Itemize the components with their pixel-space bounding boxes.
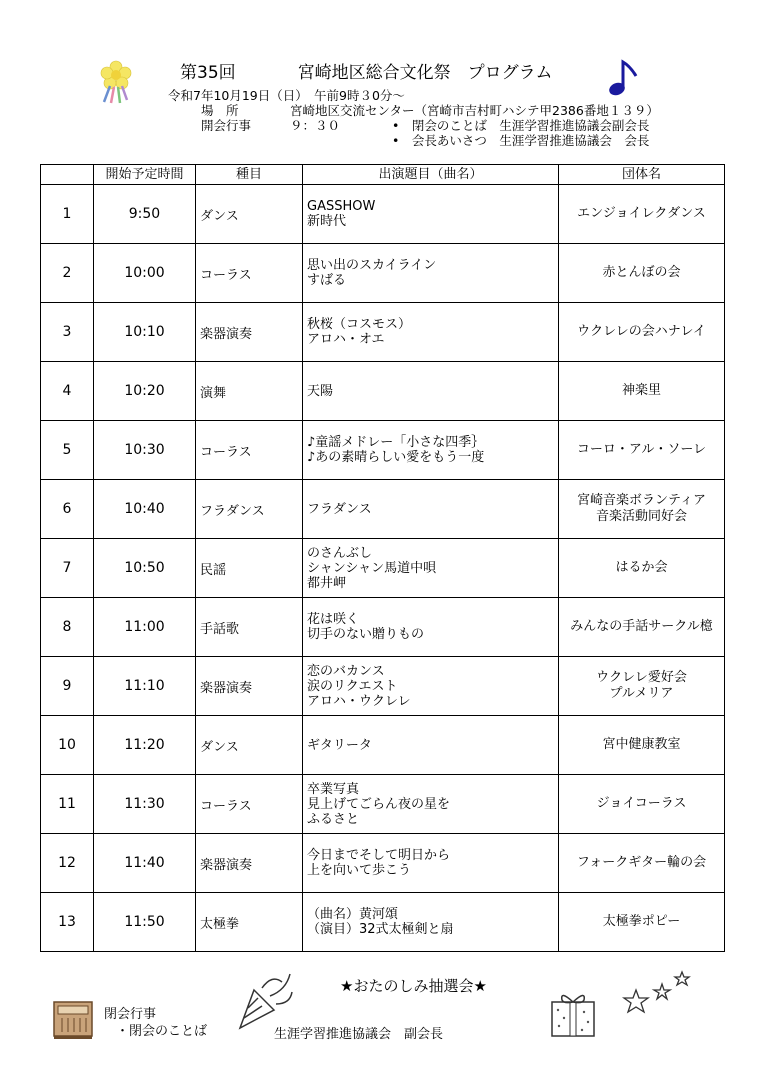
group-name (559, 480, 725, 539)
group-name-line: みんなの手話サークル檍 (570, 619, 713, 634)
group-name (559, 539, 725, 598)
group-name-line: ウクレレ愛好会 (596, 670, 687, 685)
performance-type: 楽器演奏 (196, 657, 303, 716)
row-number: 9 (41, 657, 94, 716)
table-row (41, 598, 725, 657)
start-time: 11:30 (94, 775, 196, 834)
header-time: 開始予定時間 (94, 165, 196, 185)
title-main: 宮崎地区総合文化祭 プログラム (297, 63, 553, 83)
table-row (41, 303, 725, 362)
group-name (559, 421, 725, 480)
table-row (41, 539, 725, 598)
group-name-line: フォークギター輪の会 (576, 855, 707, 870)
closing-block (104, 1006, 207, 1040)
song-title: ♪童謡メドレー「小さな四季｝ (307, 435, 485, 450)
table-row (41, 244, 725, 303)
opening-item-2: • 会長あいさつ 生涯学習推進協議会 会長 (392, 133, 650, 148)
group-name (559, 185, 725, 244)
opening-label: 開会行事 (201, 118, 252, 133)
start-time: 11:40 (94, 834, 196, 893)
program-table (40, 164, 725, 952)
start-time: 9:50 (94, 185, 196, 244)
song-title: のさんぶし (307, 545, 373, 561)
song-title: 恋のバカンス (307, 663, 385, 679)
start-time: 10:30 (94, 421, 196, 480)
performance-titles (303, 185, 559, 244)
row-number: 1 (41, 185, 94, 244)
row-number: 7 (41, 539, 94, 598)
performance-type: コーラス (196, 244, 303, 303)
gift-box-icon (548, 990, 598, 1038)
start-time: 11:10 (94, 657, 196, 716)
group-name-line: プルメリア (609, 686, 674, 701)
song-title: すばる (307, 273, 347, 288)
song-title: 天陽 (307, 383, 334, 399)
performance-titles (303, 362, 559, 421)
date-line: 令和7年10月19日（日） 午前9時３0分～ (168, 88, 405, 103)
group-name-line: 神楽里 (621, 383, 661, 398)
venue-text: 宮崎地区交流センター（宮崎市吉村町ハシテ甲2386番地１３９） (290, 103, 659, 118)
performance-titles (303, 716, 559, 775)
performance-titles (303, 893, 559, 952)
song-title: （曲名）黄河頌 (307, 907, 399, 922)
table-row (41, 480, 725, 539)
page-title (180, 58, 552, 83)
header-group: 団体名 (559, 165, 725, 185)
table-row (41, 362, 725, 421)
performance-type: コーラス (196, 421, 303, 480)
start-time: 10:20 (94, 362, 196, 421)
song-title: ふるさと (307, 811, 360, 827)
table-row (41, 893, 725, 952)
group-name (559, 244, 725, 303)
lottery-heading: ★おたのしみ抽選会★ (340, 977, 487, 995)
song-title: 卒業写真 (307, 781, 360, 797)
row-number: 4 (41, 362, 94, 421)
table-row (41, 421, 725, 480)
start-time: 10:10 (94, 303, 196, 362)
header-type: 種目 (196, 165, 303, 185)
group-name-line: 宮崎音楽ボランティア (577, 493, 706, 508)
performance-titles (303, 244, 559, 303)
performance-type: 楽器演奏 (196, 303, 303, 362)
song-title: ギタリータ (307, 737, 372, 753)
title-edition: 第35回 (180, 63, 236, 83)
start-time: 11:20 (94, 716, 196, 775)
row-number: 10 (41, 716, 94, 775)
venue-label: 場 所 (201, 103, 239, 118)
row-number: 3 (41, 303, 94, 362)
opening-item-1: • 閉会のことば 生涯学習推進協議会副会長 (392, 118, 650, 133)
song-title: 上を向いて歩こう (307, 863, 412, 878)
start-time: 11:00 (94, 598, 196, 657)
performance-type: 民謡 (196, 539, 303, 598)
performance-titles (303, 480, 559, 539)
row-number: 13 (41, 893, 94, 952)
performance-titles (303, 657, 559, 716)
group-name (559, 657, 725, 716)
table-row (41, 834, 725, 893)
performance-titles (303, 598, 559, 657)
performance-titles (303, 421, 559, 480)
opening-time: ９：３０ (290, 118, 341, 133)
performance-type: 手話歌 (196, 598, 303, 657)
performance-type: ダンス (196, 716, 303, 775)
performance-type: ダンス (196, 185, 303, 244)
song-title: 花は咲く (307, 612, 360, 627)
piano-icon (50, 996, 96, 1040)
group-name-line: 宮中健康教室 (602, 737, 681, 752)
group-name (559, 893, 725, 952)
row-number: 6 (41, 480, 94, 539)
song-title: アロハ・ウクレレ (307, 693, 411, 709)
header-songs: 出演題目（曲名） (303, 165, 559, 185)
song-title: （演目）32式太極剣と扇 (307, 922, 454, 937)
group-name (559, 362, 725, 421)
song-title: 思い出のスカイライン (307, 258, 437, 273)
closing-item: ・閉会のことば (116, 1024, 208, 1039)
song-title: フラダンス (307, 501, 372, 517)
table-header-row (41, 165, 725, 185)
song-title: GASSHOW (307, 199, 376, 214)
music-note-icon (606, 58, 640, 98)
performance-type: 楽器演奏 (196, 834, 303, 893)
group-name-line: ウクレレの会ハナレイ (577, 324, 706, 339)
song-title: 新時代 (307, 214, 347, 229)
table-row (41, 775, 725, 834)
group-name (559, 303, 725, 362)
group-name (559, 716, 725, 775)
group-name (559, 598, 725, 657)
song-title: 涙のリクエスト (307, 678, 398, 694)
row-number: 2 (41, 244, 94, 303)
song-title: 秋桜（コスモス） (307, 317, 412, 332)
group-name-line: はるか会 (615, 560, 668, 575)
performance-titles (303, 775, 559, 834)
performance-type: 太極拳 (196, 893, 303, 952)
table-row (41, 657, 725, 716)
row-number: 5 (41, 421, 94, 480)
stars-icon (620, 968, 694, 1018)
group-name-line: エンジョイレクダンス (577, 206, 706, 221)
performance-type: フラダンス (196, 480, 303, 539)
group-name-line: 太極拳ポピー (602, 914, 681, 929)
header-num (41, 165, 94, 185)
group-name (559, 834, 725, 893)
performance-titles (303, 539, 559, 598)
performance-type: 演舞 (196, 362, 303, 421)
song-title: 都井岬 (307, 575, 347, 591)
song-title: 切手のない贈りもの (307, 627, 425, 642)
song-title: シャンシャン馬道中唄 (307, 560, 437, 576)
start-time: 10:50 (94, 539, 196, 598)
song-title: 見上げてごらん夜の星を (307, 796, 451, 812)
closing-person: 生涯学習推進協議会 副会長 (274, 1027, 444, 1042)
performance-type: コーラス (196, 775, 303, 834)
flower-ribbon-icon (96, 58, 136, 104)
group-name-line: ジョイコーラス (596, 796, 687, 811)
row-number: 12 (41, 834, 94, 893)
song-title: ♪あの素晴らしい愛をもう一度 (307, 450, 485, 465)
performance-titles (303, 834, 559, 893)
group-name-line: 赤とんぼの会 (602, 265, 681, 280)
group-name (559, 775, 725, 834)
table-row (41, 716, 725, 775)
start-time: 11:50 (94, 893, 196, 952)
performance-titles (303, 303, 559, 362)
table-row (41, 185, 725, 244)
start-time: 10:00 (94, 244, 196, 303)
group-name-line: コーロ・アル・ソーレ (576, 442, 707, 457)
row-number: 11 (41, 775, 94, 834)
row-number: 8 (41, 598, 94, 657)
song-title: 今日までそして明日から (307, 848, 451, 863)
song-title: アロハ・オエ (307, 332, 385, 347)
group-name-line: 音楽活動同好会 (595, 509, 687, 524)
closing-label: 閉会行事 (104, 1007, 157, 1022)
start-time: 10:40 (94, 480, 196, 539)
